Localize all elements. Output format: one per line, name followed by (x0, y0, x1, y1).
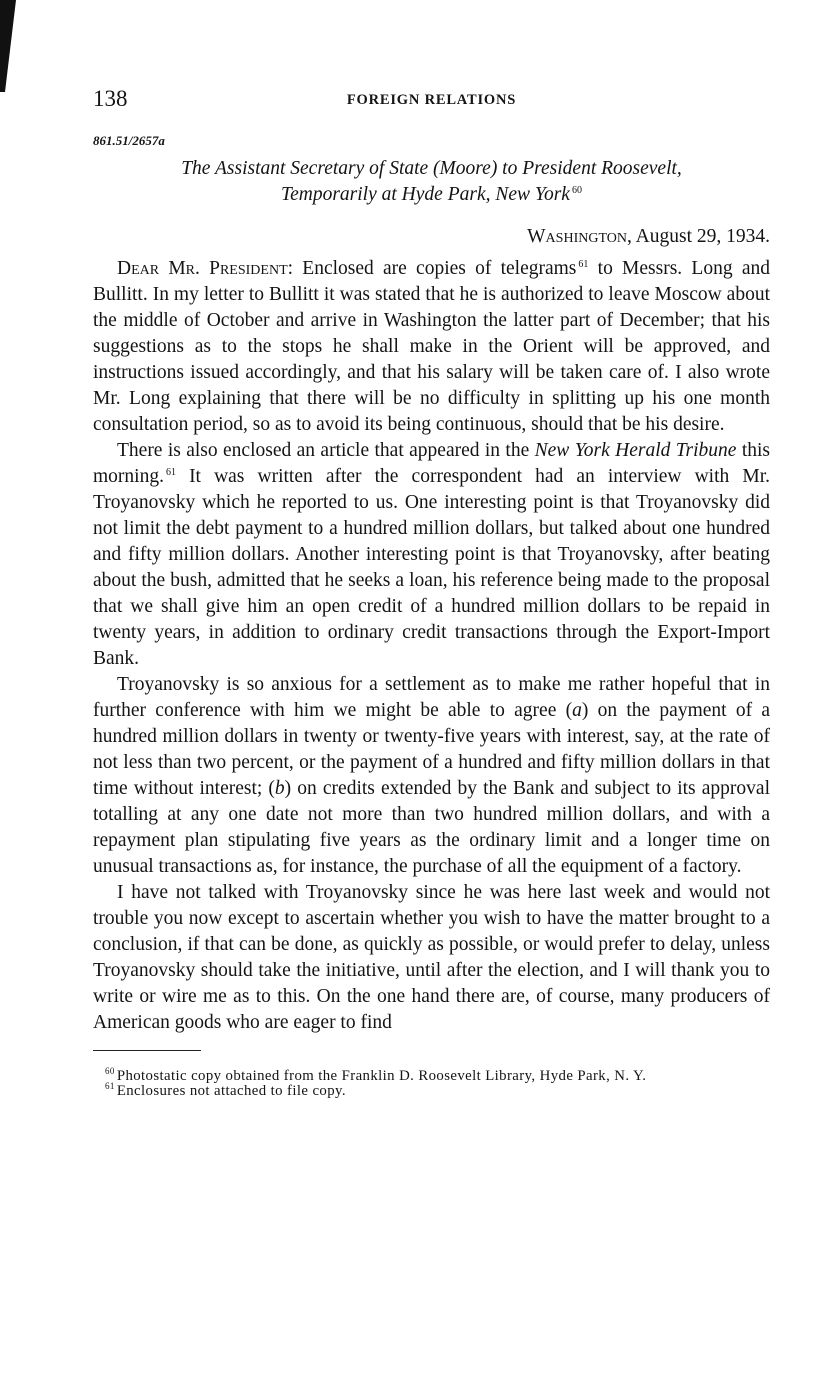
footnote-61 (93, 1081, 770, 1099)
title-line-1: The Assistant Secretary of State (Moore) to President Roosevelt, (181, 158, 682, 179)
paragraph-3-text-c: ) on credits extended by the Bank and subject to its approval totalling at any one date not more than two hundred million dollars, and with a repayment plan stipulating five years as the ordinary limit and a longer time on unusual transactions as, for instance, the purchase of all the equipment of a factory. (93, 778, 770, 877)
paragraph-4: I have not talked with Troyanovsky since he was here last week and would not trouble you now except to ascertain whether you wish to have the matter brought to a conclusion, if that can be done, as quickly as possible, or would prefer to delay, unless Troyanovsky should take the initiative, until after the election, and I will thank you to write or wire me as to this. On the one hand there are, of course, many producers of American goods who are eager to find (93, 882, 770, 1033)
salutation: Dear Mr. President (117, 258, 288, 279)
paragraph-1-text-b: to Messrs. Long and Bullitt. In my letter to Bullitt it was stated that he is authorized to leave Moscow about the middle of October and arrive in Washington the latter part of December; that his suggestions as to the stops he shall make in the Orient will be approved, and instructions issued accordingly, and that his salary will be taken care of. I also wrote Mr. Long explaining that there will be no difficulty in splitting up his one month consultation period, so as to avoid its being continuous, should that be his desire. (93, 258, 770, 435)
title-line-2 (93, 182, 770, 208)
paragraph-3-text-b: ) on the payment of a hundred million dollars in twenty or twenty-five years with interest, say, at the rate of not less than two percent, or the payment of a hundred and fifty million dollars in that time without interest; ( (93, 700, 770, 799)
running-title: FOREIGN RELATIONS (346, 92, 517, 108)
paragraph-1-text-a: : Enclosed are copies of telegrams (287, 258, 577, 279)
item-letter-b: b (274, 778, 285, 799)
footnote-61-number: 61 (105, 1081, 115, 1091)
paragraph-1 (93, 256, 770, 438)
footnote-60 (93, 1066, 770, 1084)
page-number: 138 (93, 86, 128, 111)
paragraph-3-text-a: Troyanovsky is so anxious for a settlement as to make me rather hopeful that in further conference with him we might be able to agree ( (93, 674, 770, 721)
paragraph-3 (93, 672, 770, 880)
footnotes (93, 1066, 770, 1099)
title-line-2-text: Temporarily at Hyde Park, New York (281, 184, 570, 205)
paragraph-2-text-a: There is also enclosed an article that appeared in the (117, 440, 535, 461)
letter-body (93, 256, 770, 1036)
footnote-ref-61: 61 (165, 467, 176, 478)
dateline (93, 224, 770, 250)
footnote-61-text: Enclosures not attached to file copy. (116, 1083, 346, 1099)
paragraph-2-text-b: this morning. (93, 440, 770, 487)
footnote-ref-61: 61 (578, 259, 589, 270)
footnote-60-number: 60 (105, 1066, 115, 1076)
running-head (93, 84, 770, 116)
item-letter-a: a (572, 700, 582, 721)
footnote-ref-60: 60 (571, 185, 582, 196)
footnote-60-text: Photostatic copy obtained from the Franklin D. Roosevelt Library, Hyde Park, N. Y. (116, 1068, 647, 1084)
dateline-date: , August 29, 1934. (626, 226, 770, 247)
document-title (93, 156, 770, 208)
document-page (93, 84, 770, 1099)
file-number: 861.51/2657a (93, 133, 165, 148)
newspaper-title: New York Herald Tribune (534, 440, 737, 461)
scan-edge-mark (0, 0, 16, 92)
footnote-divider (93, 1050, 201, 1051)
dateline-place: Washington (527, 226, 627, 247)
paragraph-2-text-c: It was written after the correspondent had an interview with Mr. Troyanovsky which he reported to us. One interesting point is that Troyanovsky did not limit the debt payment to a hundred million dollars, but talked about one hundred and fifty million dollars. Another interesting point is that Troyanovsky, after beating about the bush, admitted that he seeks a loan, his reference being made to the proposal that we shall give him an open credit of a hundred million dollars to be repaid in twenty years, in addition to ordinary credit transactions through the Export-Import Bank. (93, 466, 770, 669)
paragraph-2 (93, 438, 770, 672)
